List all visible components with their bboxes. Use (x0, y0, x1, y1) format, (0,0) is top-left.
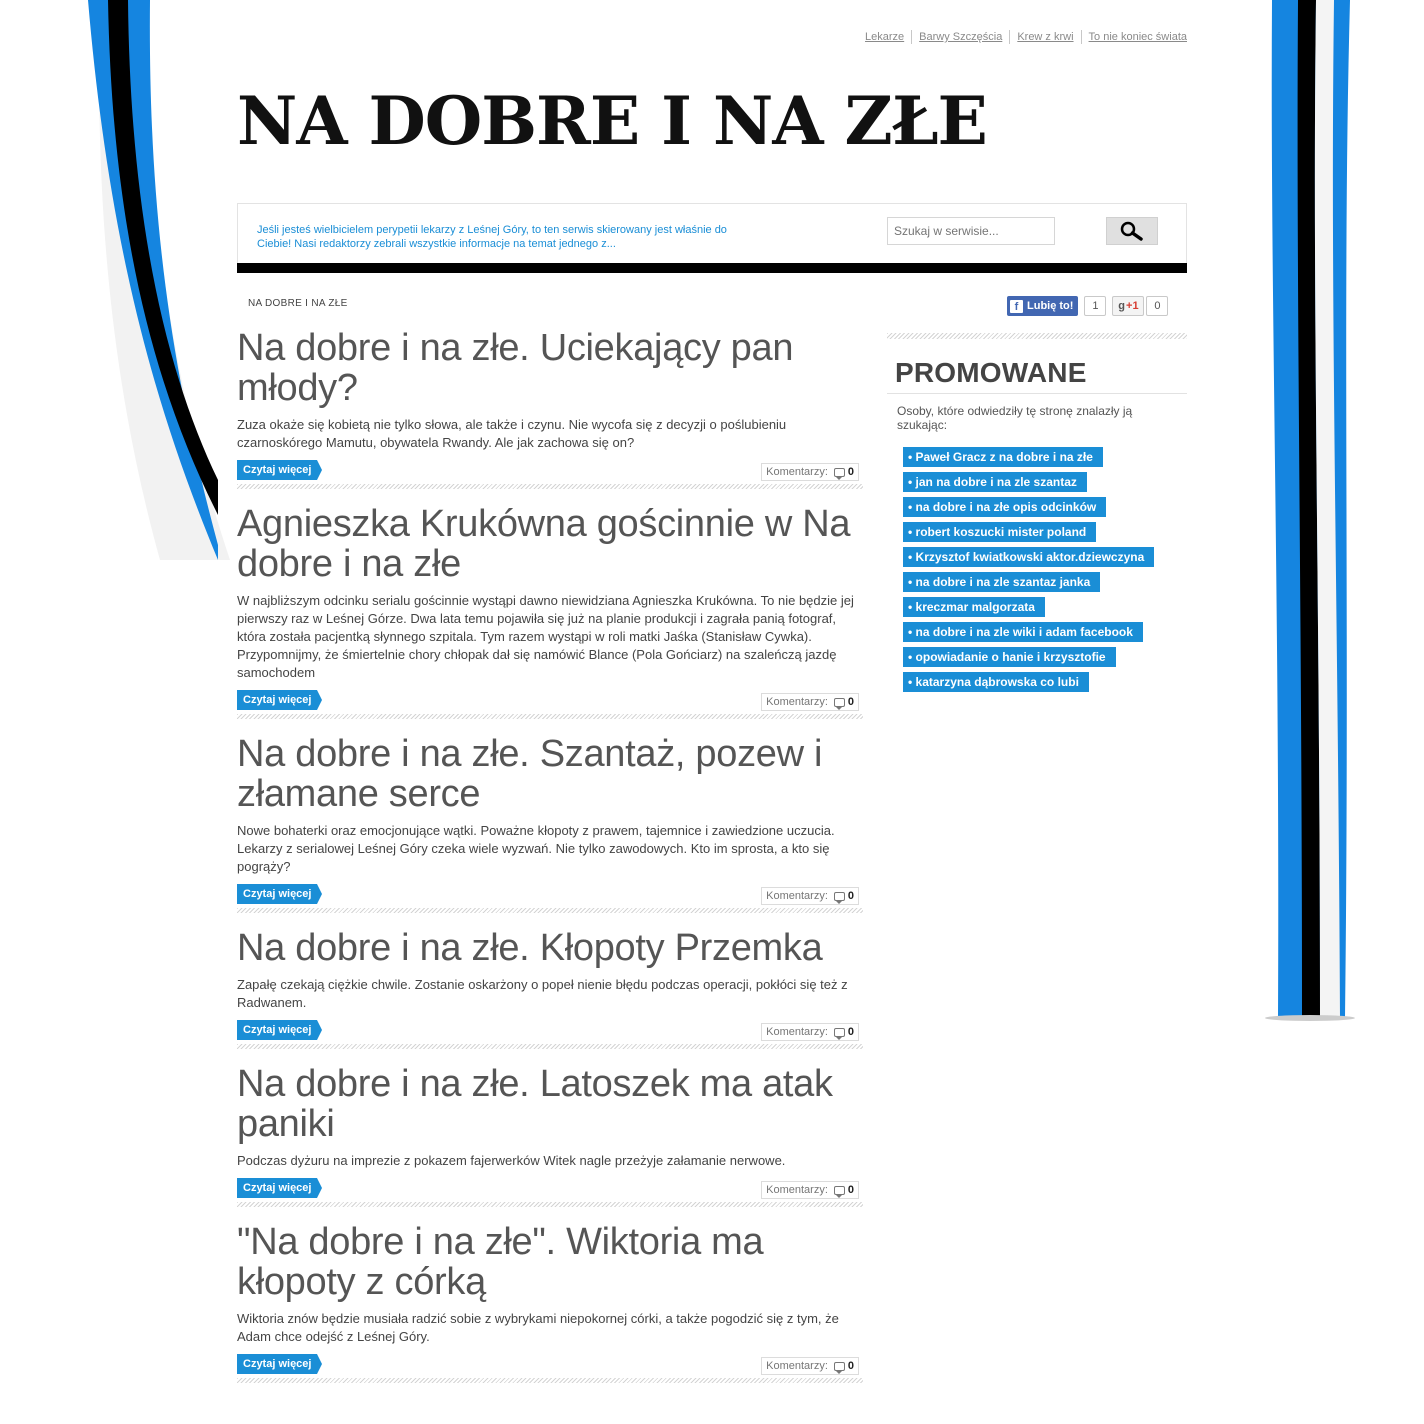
promoted-title: PROMOWANE (887, 339, 1187, 394)
promoted-description: Osoby, które odwiedziły tę stronę znalazły ją szukając: (897, 404, 1133, 432)
google-plus-button[interactable] (1112, 296, 1144, 316)
search-tag[interactable]: • na dobre i na złe opis odcinków (903, 497, 1106, 517)
search-tag[interactable]: • Krzysztof kwiatkowski aktor.dziewczyna (903, 547, 1154, 567)
article-item (237, 928, 863, 1049)
comments-counter[interactable] (761, 1181, 859, 1199)
article-title[interactable]: Na dobre i na złe. Latoszek ma atak paniki (237, 1063, 833, 1145)
intro-box (237, 203, 1187, 263)
read-more-button[interactable]: Czytaj więcej (237, 1354, 317, 1374)
read-more-button[interactable]: Czytaj więcej (237, 690, 317, 710)
search-input[interactable] (887, 217, 1055, 245)
google-plus-count: 0 (1146, 296, 1168, 316)
search-tag[interactable]: • Paweł Gracz z na dobre i na złe (903, 447, 1103, 467)
article-list (237, 328, 863, 1398)
search-tag[interactable]: • katarzyna dąbrowska co lubi (903, 672, 1089, 692)
social-buttons (1007, 296, 1168, 316)
search-icon (1120, 221, 1144, 241)
article-separator (237, 908, 863, 913)
comment-icon (834, 468, 845, 477)
comments-count: 0 (847, 890, 854, 902)
right-wave-decoration (1250, 0, 1370, 1030)
article-excerpt: Podczas dyżuru na imprezie z pokazem fajerwerków Witek nagle przeżyje załamanie nerwowe. (237, 1153, 786, 1168)
facebook-icon: f (1010, 300, 1023, 313)
search-tag[interactable]: • na dobre i na zle wiki i adam facebook (903, 622, 1143, 642)
article-footer (237, 690, 863, 712)
facebook-like-label: Lubię to! (1027, 300, 1074, 312)
comments-counter[interactable] (761, 1357, 859, 1375)
article-title[interactable]: Na dobre i na złe. Szantaż, pozew i złamane serce (237, 733, 823, 815)
comments-counter[interactable] (761, 887, 859, 905)
site-title[interactable]: NA DOBRE I NA ZŁE (237, 82, 987, 160)
comments-count: 0 (847, 1026, 854, 1038)
search-tag[interactable]: • opowiadanie o hanie i krzysztofie (903, 647, 1116, 667)
comment-icon (834, 892, 845, 901)
article-item (237, 328, 863, 489)
facebook-like-button[interactable] (1007, 296, 1078, 316)
intro-text: Jeśli jesteś wielbicielem perypetii lekarzy z Leśnej Góry, to ten serwis skierowany jest właśnie do Ciebie! Nasi redaktorzy zebrali wszystkie informacje na temat jednego z... (257, 224, 727, 250)
comments-label: Komentarzy: (766, 1184, 828, 1196)
article-item (237, 1064, 863, 1207)
article-footer (237, 1020, 863, 1042)
article-separator (237, 1044, 863, 1049)
comments-counter[interactable] (761, 693, 859, 711)
comment-icon (834, 1362, 845, 1371)
article-separator (237, 1378, 863, 1383)
comments-count: 0 (847, 696, 854, 708)
facebook-like-count: 1 (1084, 296, 1106, 316)
google-plus-icon: g (1118, 300, 1126, 312)
top-nav-link-lekarze[interactable]: Lekarze (865, 31, 905, 43)
comment-icon (834, 698, 845, 707)
article-separator (237, 484, 863, 489)
article-title[interactable]: Na dobre i na złe. Uciekający pan młody? (237, 327, 794, 409)
top-nav-link-to-nie-koniec-swiata[interactable]: To nie koniec świata (1081, 30, 1187, 44)
article-separator (237, 714, 863, 719)
search-button[interactable] (1106, 217, 1158, 245)
article-excerpt: Zuza okaże się kobietą nie tylko słowa, ale także i czynu. Nie wycofa się z decyzji o poślubieniu czarnoskórego Mamutu, obywatela Rwandy. Ale jak zachowa się on? (237, 417, 787, 450)
header-divider-bar (237, 263, 1187, 273)
top-nav (858, 30, 1187, 44)
read-more-button[interactable]: Czytaj więcej (237, 1178, 317, 1198)
comment-icon (834, 1028, 845, 1037)
search-tag[interactable]: • na dobre i na zle szantaz janka (903, 572, 1100, 592)
read-more-button[interactable]: Czytaj więcej (237, 460, 317, 480)
article-excerpt: Nowe bohaterki oraz emocjonujące wątki. Poważne kłopoty z prawem, tajemnice i zawiedzione uczucia. Lekarzy z serialowej Leśnej Góry czeka wiele wyzwań. Nie tylko zawodowych. Kto im sprosta, a kto się pogrąży? (237, 823, 835, 874)
article-excerpt: Wiktoria znów będzie musiała radzić sobie z wybrykami niepokornej córki, a także pogodzić się z tym, że Adam chce odejść z Leśnej Góry. (237, 1311, 839, 1344)
article-title[interactable]: Agnieszka Krukówna gościnnie w Na dobre i na złe (237, 503, 851, 585)
left-wave-decoration (0, 0, 230, 560)
comment-icon (834, 1186, 845, 1195)
comments-count: 0 (847, 1360, 854, 1372)
comments-label: Komentarzy: (766, 890, 828, 902)
top-nav-link-barwy-szczescia[interactable]: Barwy Szczęścia (911, 30, 1009, 44)
article-item (237, 734, 863, 913)
comments-count: 0 (847, 1184, 854, 1196)
search-tag[interactable]: • robert koszucki mister poland (903, 522, 1096, 542)
comments-counter[interactable] (761, 1023, 859, 1041)
article-title[interactable]: Na dobre i na złe. Kłopoty Przemka (237, 927, 823, 969)
comments-label: Komentarzy: (766, 1026, 828, 1038)
read-more-button[interactable]: Czytaj więcej (237, 884, 317, 904)
top-nav-link-krew-z-krwi[interactable]: Krew z krwi (1009, 30, 1080, 44)
article-footer (237, 884, 863, 906)
comments-label: Komentarzy: (766, 1360, 828, 1372)
breadcrumb[interactable]: NA DOBRE I NA ZŁE (248, 298, 348, 309)
article-title[interactable]: "Na dobre i na złe". Wiktoria ma kłopoty z córką (237, 1221, 764, 1303)
article-separator (237, 1202, 863, 1207)
article-footer (237, 1178, 863, 1200)
article-item (237, 504, 863, 719)
comments-label: Komentarzy: (766, 696, 828, 708)
comments-label: Komentarzy: (766, 466, 828, 478)
read-more-button[interactable]: Czytaj więcej (237, 1020, 317, 1040)
article-excerpt: W najbliższym odcinku serialu gościnnie wystąpi dawno niewidziana Agnieszka Krukówna. To nie będzie jej pierwszy raz w Leśnej Górze. Dwa lata temu pojawiła się już na planie produkcji i zagrała panią fotograf, która została pacjentką słynnego szpitala. Tym razem wystąpi w roli matki Jaśka (Stanisław Cywka). Przypomnijmy, że śmiertelnie chory chłopak dał się namówić Blance (Pola Gońciarz) na szaleńczą jazdę samochodem (237, 593, 854, 680)
google-plus-label: +1 (1126, 300, 1139, 312)
sidebar-promoted (887, 333, 1187, 697)
article-footer (237, 1354, 863, 1376)
comments-counter[interactable] (761, 463, 859, 481)
search-tags (887, 432, 1187, 697)
article-item (237, 1222, 863, 1383)
search-tag[interactable]: • kreczmar malgorzata (903, 597, 1045, 617)
article-footer (237, 460, 863, 482)
search-tag[interactable]: • jan na dobre i na zle szantaz (903, 472, 1087, 492)
comments-count: 0 (847, 466, 854, 478)
article-excerpt: Zapałę czekają ciężkie chwile. Zostanie oskarżony o popeł nienie błędu podczas operacji, pokłóci się też z Radwanem. (237, 977, 848, 1010)
